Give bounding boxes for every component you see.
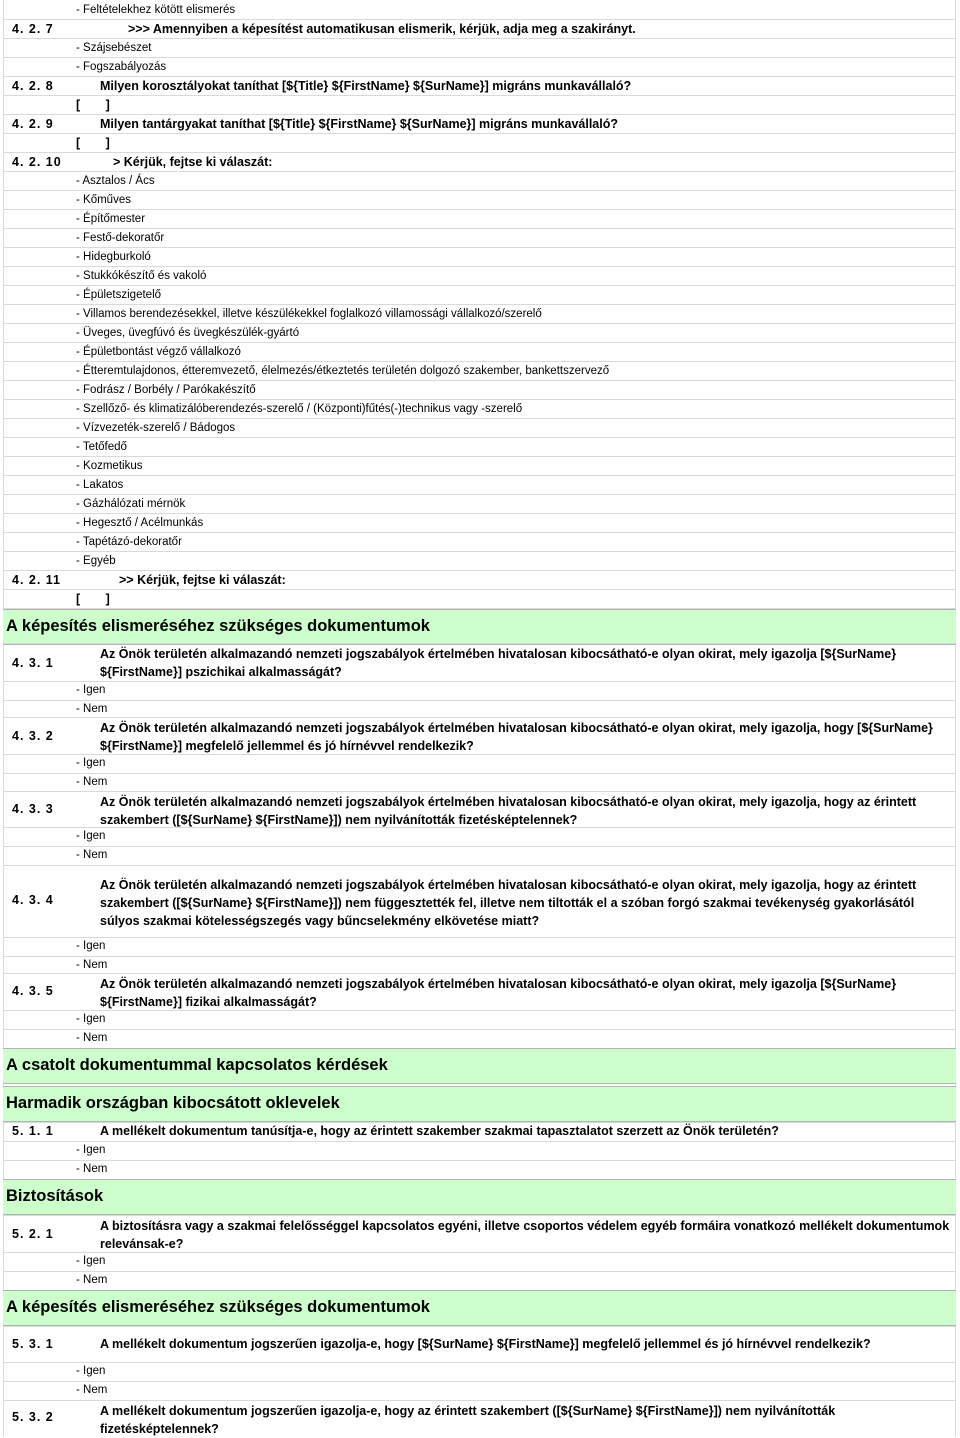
- question-number: 4. 3. 5: [12, 984, 54, 998]
- question-text: Az Önök területén alkalmazandó nemzeti jogszabályok értelmében hivatalosan kibocsátható-e olyan okirat, mely igazolja, hogy [${SurName} ${FirstName}] megfelelő jellemmel és jó hírnévvel rendelkezik?: [100, 721, 933, 753]
- question-text: Az Önök területén alkalmazandó nemzeti jogszabályok értelmében hivatalosan kibocsátható-e olyan okirat, mely igazolja, hogy az érintett szakembert ([${SurName} ${FirstName}]) nem függesztették fel, illetve nem tiltották el a szóban forgó szakmai tevékenység gyakorlásától súlyos szakmai kötelességszegés vagy bűncselekmény elkövetése miatt?: [100, 878, 917, 928]
- list-item: - Kőműves: [76, 194, 131, 206]
- answer-yes: - Igen: [76, 684, 106, 696]
- answer-yes: - Igen: [76, 757, 106, 769]
- question-number: 4. 2. 9: [12, 117, 54, 131]
- question-number: 5. 2. 1: [12, 1227, 54, 1241]
- section-title: A képesítés elismeréséhez szükséges dokumentumok: [6, 617, 430, 635]
- section-title: A képesítés elismeréséhez szükséges dokumentumok: [6, 1298, 430, 1316]
- list-item: - Szellőző- és klimatizálóberendezés-szerelő / (Központi)fűtés(-)technikus vagy -szerelő: [76, 403, 523, 415]
- question-text: Az Önök területén alkalmazandó nemzeti jogszabályok értelmében hivatalosan kibocsátható-e olyan okirat, mely igazolja [${SurName} ${FirstName}] pszichikai alkalmasságát?: [100, 647, 897, 679]
- section-title: Harmadik országban kibocsátott oklevelek: [6, 1094, 340, 1112]
- list-item: - Lakatos: [76, 479, 124, 491]
- answer-no: - Nem: [76, 776, 108, 788]
- question-text: > Kérjük, fejtse ki válaszát:: [113, 155, 273, 169]
- list-item: - Kozmetikus: [76, 460, 143, 472]
- list-item: - Asztalos / Ács: [76, 175, 155, 187]
- list-item: - Tetőfedő: [76, 441, 127, 453]
- answer-no: - Nem: [76, 849, 108, 861]
- answer-yes: - Igen: [76, 830, 106, 842]
- empty-answer: [ ]: [76, 98, 110, 112]
- list-item: - Fodrász / Borbély / Parókakészítő: [76, 384, 256, 396]
- list-item: - Étteremtulajdonos, étteremvezető, élelmezés/étkeztetés területén dolgozó szakember, bankettszervező: [76, 365, 610, 377]
- question-text: A mellékelt dokumentum jogszerűen igazolja-e, hogy az érintett szakembert ([${SurName} ${FirstName}]) nem nyilvánították fizetésképtelennek?: [100, 1404, 836, 1436]
- question-number: 4. 2. 8: [12, 79, 54, 93]
- list-item: - Üveges, üvegfúvó és üvegkészülék-gyártó: [76, 327, 300, 339]
- section-title: A csatolt dokumentummal kapcsolatos kérdések: [6, 1056, 388, 1074]
- question-text: >>> Amennyiben a képesítést automatikusan elismerik, kérjük, adja meg a szakirányt.: [128, 22, 636, 36]
- question-number: 4. 3. 3: [12, 802, 54, 816]
- answer-yes: - Igen: [76, 1365, 106, 1377]
- list-item: - Feltételekhez kötött elismerés: [76, 4, 236, 16]
- question-number: 5. 3. 1: [12, 1337, 54, 1351]
- question-text: A biztosításra vagy a szakmai felelősséggel kapcsolatos egyéni, illetve csoportos védelem egyéb formáira vonatkozó mellékelt dokumentumok relevánsak-e?: [100, 1219, 950, 1251]
- row-divider: [3, 209, 956, 210]
- section-header-attached-docs: [3, 1048, 956, 1084]
- question-number: 4. 2. 10: [12, 155, 62, 169]
- list-item: - Villamos berendezésekkel, illetve készülékekkel foglalkozó villamossági vállalkozó/szerelő: [76, 308, 542, 320]
- right-border: [955, 0, 956, 1437]
- question-text: Milyen tantárgyakat taníthat [${Title} ${FirstName} ${SurName}] migráns munkavállaló?: [100, 117, 618, 131]
- list-item: - Építőmester: [76, 213, 146, 225]
- answer-yes: - Igen: [76, 1255, 106, 1267]
- answer-yes: - Igen: [76, 1013, 106, 1025]
- list-item: - Szájsebészet: [76, 42, 152, 54]
- question-text: Milyen korosztályokat taníthat [${Title} ${FirstName} ${SurName}] migráns munkavállaló?: [100, 79, 632, 93]
- list-item: - Gázhálózati mérnök: [76, 498, 186, 510]
- list-item: - Stukkókészítő és vakoló: [76, 270, 207, 282]
- list-item: - Egyéb: [76, 555, 116, 567]
- section-header-qualification-docs-2: [3, 1290, 956, 1326]
- answer-no: - Nem: [76, 1032, 108, 1044]
- question-number: 4. 2. 7: [12, 22, 54, 36]
- question-number: 5. 1. 1: [12, 1124, 54, 1138]
- question-number: 4. 3. 4: [12, 893, 54, 907]
- question-text: Az Önök területén alkalmazandó nemzeti jogszabályok értelmében hivatalosan kibocsátható-e olyan okirat, mely igazolja [${SurName} ${FirstName}] fizikai alkalmasságát?: [100, 977, 897, 1009]
- question-number: 5. 3. 2: [12, 1410, 54, 1424]
- section-title: Biztosítások: [6, 1187, 104, 1205]
- list-item: - Hidegburkoló: [76, 251, 151, 263]
- section-header-insurance: [3, 1179, 956, 1215]
- question-text: Az Önök területén alkalmazandó nemzeti jogszabályok értelmében hivatalosan kibocsátható-e olyan okirat, mely igazolja, hogy az érintett szakembert ([${SurName} ${FirstName}]) nem nyilvánították fizetésképtelennek?: [100, 795, 917, 827]
- question-number: 4. 3. 2: [12, 729, 54, 743]
- list-item: - Hegesztő / Acélmunkás: [76, 517, 204, 529]
- answer-no: - Nem: [76, 959, 108, 971]
- row-divider: [3, 456, 956, 457]
- document-page: [3, 0, 956, 1437]
- answer-no: - Nem: [76, 1274, 108, 1286]
- list-item: - Tapétázó-dekoratőr: [76, 536, 182, 548]
- question-number: 4. 2. 11: [12, 573, 62, 587]
- left-border: [3, 0, 4, 1437]
- question-text: >> Kérjük, fejtse ki válaszát:: [119, 573, 286, 587]
- answer-yes: - Igen: [76, 940, 106, 952]
- list-item: - Festő-dekoratőr: [76, 232, 165, 244]
- answer-no: - Nem: [76, 1163, 108, 1175]
- list-item: - Épületszigetelő: [76, 289, 162, 301]
- section-header-qualification-docs: [3, 609, 956, 645]
- empty-answer: [ ]: [76, 592, 110, 606]
- answer-no: - Nem: [76, 703, 108, 715]
- row-divider: [3, 475, 956, 476]
- question-text: A mellékelt dokumentum jogszerűen igazolja-e, hogy [${SurName} ${FirstName}] megfelelő jellemmel és jó hírnévvel rendelkezik?: [100, 1337, 871, 1351]
- list-item: - Vízvezeték-szerelő / Bádogos: [76, 422, 236, 434]
- answer-yes: - Igen: [76, 1144, 106, 1156]
- answer-no: - Nem: [76, 1384, 108, 1396]
- question-text: A mellékelt dokumentum tanúsítja-e, hogy az érintett szakember szakmai tapasztalatot szerzett az Önök területén?: [100, 1124, 779, 1138]
- section-header-third-country: [3, 1086, 956, 1122]
- list-item: - Épületbontást végző vállalkozó: [76, 346, 241, 358]
- question-number: 4. 3. 1: [12, 656, 54, 670]
- list-item: - Fogszabályozás: [76, 61, 167, 73]
- empty-answer: [ ]: [76, 136, 110, 150]
